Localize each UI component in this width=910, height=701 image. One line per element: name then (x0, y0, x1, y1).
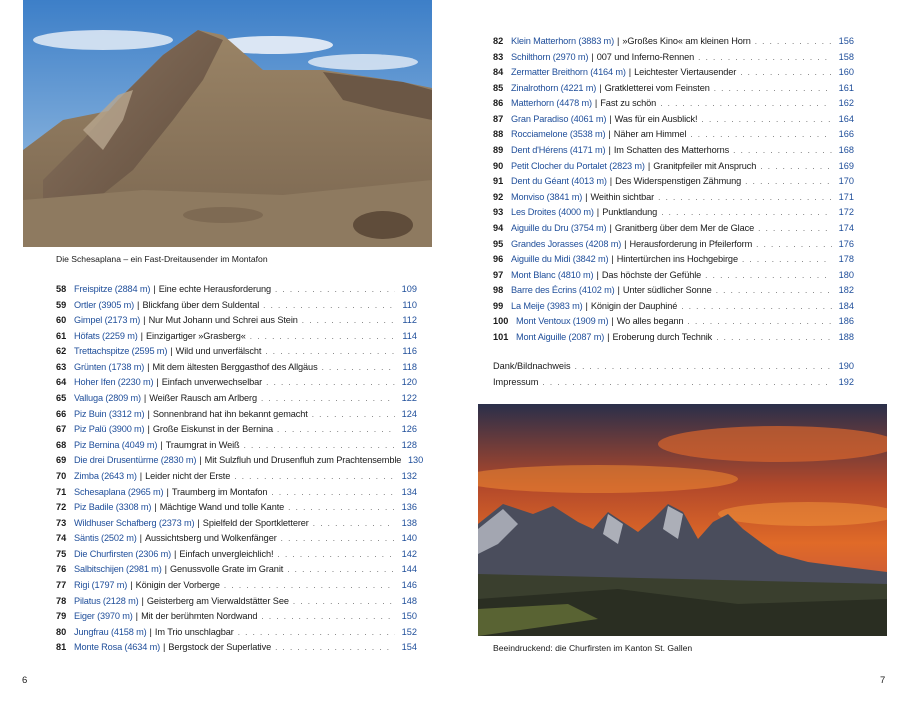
entry-number: 78 (56, 595, 67, 606)
entry-page: 142 (401, 548, 417, 559)
entry-description: Des Widerspenstigen Zähmung (615, 176, 742, 187)
entry-page: 156 (838, 36, 854, 46)
entry-title: Dent d'Hérens (4171 m) (511, 145, 606, 156)
toc-entry-70[interactable]: 70 Zimba (2643 m) | Leider nicht der Erste . . . 132 (56, 471, 417, 487)
entry-number: 95 (493, 238, 504, 249)
toc-entry-60[interactable]: 60 Gimpel (2173 m) | Nur Mut Johann und Schrei aus Stein . . . 112 (56, 315, 417, 331)
entry-number: 62 (56, 346, 67, 357)
entry-title: Trettachspitze (2595 m) (74, 346, 168, 357)
toc-entry-88[interactable]: 88 Rocciamelone (3538 m) | Näher am Himmel . . . 166 (493, 129, 854, 145)
toc-entry-84[interactable]: 84 Zermatter Breithorn (4164 m) | Leichtester Viertausender . . . 160 (493, 67, 854, 83)
entry-description: Weißer Rausch am Arlberg (149, 393, 258, 404)
toc-entry-96[interactable]: 96 Aiguille du Midi (3842 m) | Hintertürchen ins Hochgebirge . . . 178 (493, 254, 854, 270)
entry-title: Aiguille du Dru (3754 m) (511, 222, 607, 233)
entry-number: 92 (493, 191, 504, 202)
entry-page: 158 (838, 51, 854, 62)
entry-title: Mont Blanc (4810 m) (511, 269, 594, 280)
entry-number: 61 (56, 330, 67, 341)
entry-page: 178 (838, 254, 854, 265)
entry-page: 148 (401, 595, 417, 606)
entry-number: 94 (493, 222, 504, 233)
toc-entry-61[interactable]: 61 Höfats (2259 m) | Einzigartiger »Grasberg« . . . 114 (56, 331, 417, 347)
entry-title: Zermatter Breithorn (4164 m) (511, 67, 626, 78)
entry-page: 188 (838, 331, 854, 342)
entry-page: 118 (402, 361, 417, 372)
entry-number: 101 (493, 331, 509, 342)
entry-description: Einfach unverwechselbar (161, 377, 263, 388)
sunset-illustration (478, 404, 887, 636)
toc-extra-entries (493, 361, 854, 392)
entry-description: Hintertürchen ins Hochgebirge (616, 254, 738, 265)
toc-entry-97[interactable]: 97 Mont Blanc (4810 m) | Das höchste der Gefühle . . . 180 (493, 270, 854, 286)
entry-number: 64 (56, 377, 67, 388)
entry-description: Unter südlicher Sonne (622, 285, 712, 296)
entry-description: Genussvolle Grate im Granit (170, 564, 284, 575)
entry-page: 140 (401, 533, 417, 544)
entry-page: 171 (838, 191, 854, 202)
toc-entry-85[interactable]: 85 Zinalrothorn (4221 m) | Gratkletterei vom Feinsten . . . 161 (493, 83, 854, 99)
entry-page: 132 (401, 470, 417, 481)
entry-title: Gran Paradiso (4061 m) (511, 113, 607, 124)
entry-title: Klein Matterhorn (3883 m) (511, 36, 614, 46)
toc-entry-67[interactable]: 67 Piz Palü (3900 m) | Große Eiskunst in der Bernina . . . 126 (56, 424, 417, 440)
entry-title: Hoher Ifen (2230 m) (74, 377, 154, 388)
entry-description: Bergstock der Superlative (168, 642, 272, 653)
entry-title: Grünten (1738 m) (74, 361, 145, 372)
entry-number: 58 (56, 284, 67, 294)
toc-entry-81[interactable]: 81 Monte Rosa (4634 m) | Bergstock der Superlative . . . 154 (56, 642, 417, 658)
entry-description: Wo alles begann (616, 316, 684, 327)
entry-page: 162 (838, 98, 854, 109)
entry-number: 80 (56, 626, 67, 637)
entry-title: Eiger (3970 m) (74, 611, 133, 622)
entry-title: Aiguille du Midi (3842 m) (511, 254, 609, 265)
entry-page: 176 (838, 238, 854, 249)
entry-number: 98 (493, 285, 504, 296)
entry-description: Blickfang über dem Suldental (142, 299, 260, 310)
toc-entry-imprint[interactable] (493, 377, 854, 393)
entry-description: Im Schatten des Matterhorns (613, 145, 730, 156)
entry-title: Höfats (2259 m) (74, 330, 138, 341)
toc-entry-78[interactable]: 78 Pilatus (2128 m) | Geisterberg am Vierwaldstätter See . . . 148 (56, 596, 417, 612)
entry-page: 180 (838, 269, 854, 280)
entry-title: Mont Aiguille (2087 m) (516, 331, 605, 342)
entry-description: Fast zu schön (600, 98, 657, 109)
toc-entry-68[interactable]: 68 Piz Bernina (4049 m) | Traumgrat in Weiß . . . 128 (56, 440, 417, 456)
entry-number: 83 (493, 51, 504, 62)
mountain-illustration (23, 0, 432, 247)
entry-description: Eine echte Herausforderung (158, 284, 272, 294)
entry-description: Mit Sulzfluh und Drusenfluh zum Prachtensemble (204, 455, 402, 466)
toc-list-left (56, 284, 424, 658)
entry-description: Herausforderung in Pfeilerform (629, 238, 753, 249)
entry-title: Zinalrothorn (4221 m) (511, 82, 597, 93)
toc-entry-82[interactable]: 82 Klein Matterhorn (3883 m) | »Großes Kino« am kleinen Horn . . . 156 (493, 36, 854, 52)
entry-description: Näher am Himmel (613, 129, 687, 140)
entry-title: Mont Ventoux (1909 m) (516, 316, 609, 327)
entry-title: Die drei Drusentürme (2830 m) (74, 455, 197, 466)
entry-number: 69 (56, 455, 67, 466)
entry-number: 59 (56, 299, 67, 310)
entry-page: 169 (838, 160, 854, 171)
entry-description: Das höchste der Gefühle (601, 269, 702, 280)
toc-entry-79[interactable]: 79 Eiger (3970 m) | Mit der berühmten Nordwand . . . 150 (56, 611, 417, 627)
toc-entry-90[interactable]: 90 Petit Clocher du Portalet (2823 m) | Granitpfeiler mit Anspruch . . . 169 (493, 161, 854, 177)
entry-page: 150 (401, 611, 417, 622)
toc-entry-93[interactable]: 93 Les Droites (4000 m) | Punktlandung . . . 172 (493, 207, 854, 223)
entry-page: 166 (838, 129, 854, 140)
entry-page: 160 (838, 67, 854, 78)
entry-title: Rocciamelone (3538 m) (511, 129, 606, 140)
entry-page: 182 (838, 285, 854, 296)
entry-description: Königin der Dauphiné (590, 300, 678, 311)
entry-description: Mit dem ältesten Berggasthof des Allgäus (152, 361, 318, 372)
entry-description: Leider nicht der Erste (145, 470, 231, 481)
entry-number: 99 (493, 300, 504, 311)
entry-page: 122 (401, 393, 417, 404)
entry-number: 100 (493, 316, 509, 327)
entry-description: Einfach unvergleichlich! (179, 548, 274, 559)
entry-description: Granitberg über dem Mer de Glace (614, 222, 755, 233)
entry-number: 75 (56, 548, 67, 559)
toc-list-right (493, 36, 854, 348)
entry-description: Weithin sichtbar (590, 191, 655, 202)
entry-description: Traumberg im Montafon (171, 486, 268, 497)
entry-description: Leichtester Viertausender (634, 67, 737, 78)
entry-title: Matterhorn (4478 m) (511, 98, 592, 109)
entry-title: Säntis (2502 m) (74, 533, 137, 544)
entry-number: 76 (56, 564, 67, 575)
entry-description: Wild und unverfälscht (175, 346, 262, 357)
toc-entry-89[interactable]: 89 Dent d'Hérens (4171 m) | Im Schatten des Matterhorns . . . 168 (493, 145, 854, 161)
entry-page: 170 (838, 176, 854, 187)
entry-page: 114 (402, 330, 417, 341)
toc-entry-95[interactable]: 95 Grandes Jorasses (4208 m) | Herausforderung in Pfeilerform . . . 176 (493, 239, 854, 255)
toc-entry-100[interactable]: 100 Mont Ventoux (1909 m) | Wo alles begann . . . 186 (493, 316, 854, 332)
entry-page: 130 (407, 455, 424, 466)
entry-number: 77 (56, 579, 67, 590)
entry-number: 74 (56, 533, 67, 544)
entry-description: Eroberung durch Technik (612, 331, 713, 342)
toc-entry-75[interactable]: 75 Die Churfirsten (2306 m) | Einfach unvergleichlich! . . . 142 (56, 549, 417, 565)
toc-entry-63[interactable]: 63 Grünten (1738 m) | Mit dem ältesten Berggasthof des Allgäus . . . 118 (56, 362, 417, 378)
entry-title: Schilthorn (2970 m) (511, 51, 589, 62)
entry-title: Zimba (2643 m) (74, 470, 137, 481)
entry-description: Im Trio unschlagbar (154, 626, 234, 637)
entry-title: Wildhuser Schafberg (2373 m) (74, 517, 195, 528)
entry-page: 146 (401, 579, 417, 590)
entry-page: 120 (401, 377, 417, 388)
entry-title: Piz Buin (3312 m) (74, 408, 145, 419)
mountain-photo-schesaplana (23, 0, 432, 247)
toc-entry-69[interactable]: 69 Die drei Drusentürme (2830 m) | Mit Sulzfluh und Drusenfluh zum Prachtensemble 130 (56, 455, 424, 466)
entry-number: 79 (56, 611, 67, 622)
toc-entry-86[interactable]: 86 Matterhorn (4478 m) | Fast zu schön . . . 162 (493, 98, 854, 114)
entry-number: 85 (493, 82, 504, 93)
entry-number: 89 (493, 145, 504, 156)
entry-title: Monte Rosa (4634 m) (74, 642, 161, 653)
entry-page: 112 (402, 315, 417, 326)
entry-number: 96 (493, 254, 504, 265)
entry-number: 73 (56, 517, 67, 528)
page-number-right: 7 (880, 675, 886, 686)
entry-description: Was für ein Ausblick! (614, 113, 698, 124)
toc-entry-71[interactable]: 71 Schesaplana (2965 m) | Traumberg im Montafon . . . 134 (56, 487, 417, 503)
entry-description: »Großes Kino« am kleinen Horn (622, 36, 751, 46)
entry-page: 152 (401, 626, 417, 637)
toc-entry-58[interactable]: 58 Freispitze (2884 m) | Eine echte Herausforderung . . . 109 (56, 284, 417, 300)
toc-entry-77[interactable]: 77 Rigi (1797 m) | Königin der Vorberge . . . 146 (56, 580, 417, 596)
entry-page: 186 (838, 316, 854, 327)
photo-caption-right: Beeindruckend: die Churfirsten im Kanton St. Gallen (493, 643, 693, 653)
entry-title: Grandes Jorasses (4208 m) (511, 238, 622, 249)
entry-page: 138 (401, 517, 417, 528)
toc-entry-65[interactable]: 65 Valluga (2809 m) | Weißer Rausch am Arlberg . . . 122 (56, 393, 417, 409)
entry-number: 86 (493, 98, 504, 109)
entry-page: 174 (838, 222, 854, 233)
toc-entry-66[interactable]: 66 Piz Buin (3312 m) | Sonnenbrand hat ihn bekannt gemacht . . . 124 (56, 409, 417, 425)
entry-page: 161 (838, 82, 854, 93)
toc-entry-73[interactable]: 73 Wildhuser Schafberg (2373 m) | Spielfeld der Sportkletterer . . . 138 (56, 518, 417, 534)
entry-number: 67 (56, 424, 67, 435)
entry-title: Rigi (1797 m) (74, 579, 128, 590)
entry-title: Piz Badile (3308 m) (74, 502, 152, 513)
entry-description: 007 und Inferno-Rennen (596, 51, 695, 62)
entry-page: 124 (401, 408, 417, 419)
entry-title: Gimpel (2173 m) (74, 315, 141, 326)
entry-description: Traumgrat in Weiß (165, 439, 240, 450)
entry-description: Große Eiskunst in der Bernina (152, 424, 274, 435)
entry-number: 93 (493, 207, 504, 218)
entry-number: 90 (493, 160, 504, 171)
entry-page: 184 (838, 300, 854, 311)
toc-entry-87[interactable]: 87 Gran Paradiso (4061 m) | Was für ein Ausblick! . . . 164 (493, 114, 854, 130)
entry-title: Les Droites (4000 m) (511, 207, 594, 218)
entry-description: Mit der berühmten Nordwand (141, 611, 258, 622)
entry-title: Dank/Bildnachweis (493, 361, 571, 371)
toc-entry-98[interactable]: 98 Barre des Écrins (4102 m) | Unter südlicher Sonne . . . 182 (493, 285, 854, 301)
entry-title: Piz Bernina (4049 m) (74, 439, 158, 450)
toc-entry-99[interactable]: 99 La Meije (3983 m) | Königin der Dauphiné . . . 184 (493, 301, 854, 317)
entry-title: La Meije (3983 m) (511, 300, 583, 311)
entry-number: 63 (56, 361, 67, 372)
entry-number: 88 (493, 129, 504, 140)
entry-title: Impressum (493, 376, 539, 387)
entry-title: Salbitschijen (2981 m) (74, 564, 162, 575)
entry-number: 66 (56, 408, 67, 419)
entry-title: Freispitze (2884 m) (74, 284, 151, 294)
entry-number: 81 (56, 642, 67, 653)
entry-number: 65 (56, 393, 67, 404)
toc-entry-101[interactable]: 101 Mont Aiguille (2087 m) | Eroberung durch Technik . . . 188 (493, 332, 854, 348)
entry-title: Barre des Écrins (4102 m) (511, 285, 615, 296)
entry-page: 126 (401, 424, 417, 435)
toc-entry-83[interactable]: 83 Schilthorn (2970 m) | 007 und Inferno-Rennen . . . 158 (493, 52, 854, 68)
entry-page: 136 (401, 502, 417, 513)
entry-page: 134 (401, 486, 417, 497)
toc-entry-59[interactable]: 59 Ortler (3905 m) | Blickfang über dem Suldental . . . 110 (56, 300, 417, 316)
entry-number: 87 (493, 113, 504, 124)
entry-number: 84 (493, 67, 504, 78)
entry-title: Piz Palü (3900 m) (74, 424, 145, 435)
entry-page: 116 (402, 346, 417, 357)
entry-page: 128 (401, 439, 417, 450)
entry-title: Dent du Géant (4013 m) (511, 176, 607, 187)
entry-page: 144 (401, 564, 417, 575)
entry-title: Monviso (3841 m) (511, 191, 583, 202)
entry-description: Aussichtsberg und Wolkenfänger (145, 533, 277, 544)
entry-description: Königin der Vorberge (135, 579, 220, 590)
toc-entry-acknowledgements[interactable] (493, 361, 854, 377)
toc-entry-92[interactable]: 92 Monviso (3841 m) | Weithin sichtbar . . . 171 (493, 192, 854, 208)
entry-number: 82 (493, 36, 504, 46)
mountain-photo-churfirsten (478, 404, 887, 636)
entry-description: Spielfeld der Sportkletterer (202, 517, 309, 528)
entry-description: Punktlandung (602, 207, 658, 218)
toc-entry-76[interactable]: 76 Salbitschijen (2981 m) | Genussvolle Grate im Granit . . . 144 (56, 564, 417, 580)
entry-title: Petit Clocher du Portalet (2823 m) (511, 160, 645, 171)
entry-description: Gratkletterei vom Feinsten (604, 82, 710, 93)
entry-number: 71 (56, 486, 67, 497)
entry-page: 172 (838, 207, 854, 218)
entry-title: Schesaplana (2965 m) (74, 486, 164, 497)
entry-page: 168 (838, 145, 854, 156)
entry-number: 91 (493, 176, 504, 187)
entry-page: 110 (402, 299, 417, 310)
entry-title: Valluga (2809 m) (74, 393, 141, 404)
page-number-left: 6 (22, 675, 28, 686)
entry-number: 72 (56, 502, 67, 513)
entry-number: 68 (56, 439, 67, 450)
entry-page: 164 (838, 113, 854, 124)
entry-description: Nur Mut Johann und Schrei aus Stein (148, 315, 298, 326)
toc-entry-72[interactable]: 72 Piz Badile (3308 m) | Mächtige Wand und tolle Kante . . . 136 (56, 502, 417, 518)
toc-entry-64[interactable]: 64 Hoher Ifen (2230 m) | Einfach unverwechselbar . . . 120 (56, 377, 417, 393)
entry-title: Die Churfirsten (2306 m) (74, 548, 171, 559)
entry-title: Ortler (3905 m) (74, 299, 135, 310)
toc-entry-80[interactable]: 80 Jungfrau (4158 m) | Im Trio unschlagbar . . . 152 (56, 627, 417, 643)
entry-number: 97 (493, 269, 504, 280)
toc-entry-91[interactable]: 91 Dent du Géant (4013 m) | Des Widerspenstigen Zähmung . . . 170 (493, 176, 854, 192)
entry-page: 192 (838, 376, 854, 387)
toc-entry-74[interactable]: 74 Säntis (2502 m) | Aussichtsberg und Wolkenfänger . . . 140 (56, 533, 417, 549)
entry-description: Einzigartiger »Grasberg« (146, 330, 246, 341)
entry-page: 109 (401, 284, 417, 294)
entry-title: Pilatus (2128 m) (74, 595, 139, 606)
entry-number: 70 (56, 470, 67, 481)
entry-description: Mächtige Wand und tolle Kante (159, 502, 285, 513)
entry-description: Geisterberg am Vierwaldstätter See (146, 595, 289, 606)
entry-page: 154 (401, 642, 417, 653)
entry-description: Granitpfeiler mit Anspruch (653, 160, 757, 171)
photo-caption-left: Die Schesaplana – ein Fast-Dreitausender im Montafon (56, 254, 268, 264)
entry-page: 190 (838, 361, 854, 371)
entry-number: 60 (56, 315, 67, 326)
entry-title: Jungfrau (4158 m) (74, 626, 147, 637)
toc-entry-94[interactable]: 94 Aiguille du Dru (3754 m) | Granitberg über dem Mer de Glace . . . 174 (493, 223, 854, 239)
entry-description: Sonnenbrand hat ihn bekannt gemacht (152, 408, 308, 419)
toc-entry-62[interactable]: 62 Trettachspitze (2595 m) | Wild und unverfälscht . . . 116 (56, 346, 417, 362)
